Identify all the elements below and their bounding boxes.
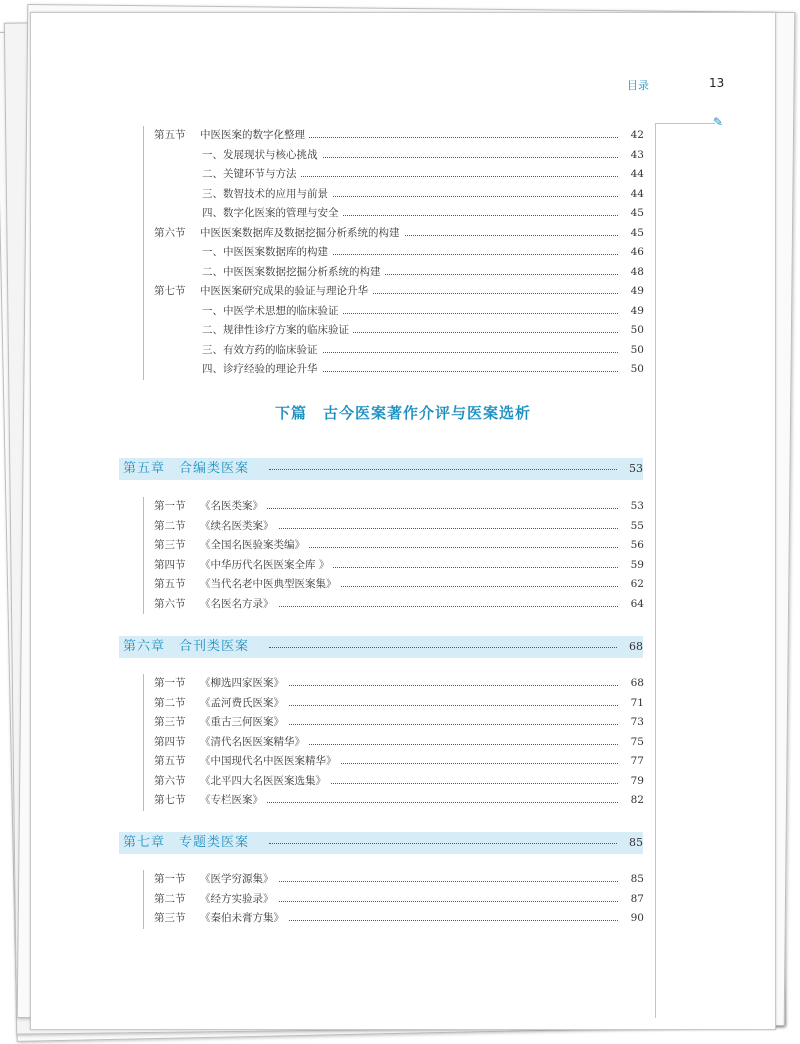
- section-number: 第三节: [154, 912, 186, 924]
- entry-page: 68: [618, 674, 644, 694]
- toc-entry[interactable]: [144, 909, 644, 929]
- entry-title: 一、发展现状与核心挑战: [202, 146, 322, 166]
- toc-entry[interactable]: [144, 772, 644, 792]
- section-number: 第三节: [154, 539, 186, 551]
- pen-icon: ✎: [713, 115, 724, 129]
- chapter-page: 68: [617, 636, 643, 658]
- toc-entry[interactable]: [144, 595, 644, 615]
- toc-entry[interactable]: [144, 302, 644, 322]
- entry-page: 59: [618, 556, 644, 576]
- entry-title: 《北平四大名医医案选集》: [200, 772, 330, 792]
- entry-title: 《名医名方录》: [200, 595, 278, 615]
- toc-entry[interactable]: [144, 185, 644, 205]
- toc-entry[interactable]: [144, 575, 644, 595]
- toc-entry[interactable]: [144, 126, 644, 146]
- entry-title: 二、关键环节与方法: [202, 165, 301, 185]
- section-number: 第五节: [154, 129, 186, 141]
- toc-entry[interactable]: [144, 791, 644, 811]
- entry-title: 《清代名医医案精华》: [200, 733, 309, 753]
- entry-title: 一、中医医案数据库的构建: [202, 243, 332, 263]
- toc-entry[interactable]: [144, 282, 644, 302]
- entry-title: 中医医案研究成果的验证与理论升华: [200, 282, 372, 302]
- chapter-title: 第七章 专题类医案: [123, 832, 253, 854]
- leader-dots: [269, 647, 617, 648]
- entry-title: 《续名医类案》: [200, 517, 278, 537]
- entry-title: 一、中医学术思想的临床验证: [202, 302, 343, 322]
- entry-title: 三、数智技术的应用与前景: [202, 185, 332, 205]
- chapter-section-list: [143, 870, 644, 929]
- toc-entry[interactable]: [144, 321, 644, 341]
- entry-page: 43: [618, 146, 644, 166]
- toc-entry[interactable]: [144, 890, 644, 910]
- section-number: 第六节: [154, 226, 186, 239]
- entry-title: 《经方实验录》: [200, 890, 278, 910]
- toc-entry[interactable]: [144, 870, 644, 890]
- chapter-page: 85: [617, 832, 643, 854]
- entry-page: 64: [618, 595, 644, 615]
- toc-entry[interactable]: [144, 146, 644, 166]
- entry-page: 48: [618, 263, 644, 283]
- entry-title: 《柳选四家医案》: [200, 674, 288, 694]
- entry-page: 56: [618, 536, 644, 556]
- entry-page: 44: [618, 165, 644, 185]
- entry-page: 71: [618, 694, 644, 714]
- entry-page: 75: [618, 733, 644, 753]
- section-number: 第六节: [154, 774, 186, 787]
- entry-page: 85: [618, 870, 644, 890]
- chapter-heading[interactable]: [119, 636, 643, 658]
- entry-title: 中医医案的数字化整理: [200, 126, 309, 146]
- section-number: 第二节: [154, 519, 186, 532]
- entry-page: 73: [618, 713, 644, 733]
- entry-page: 77: [618, 752, 644, 772]
- entry-title: 《专栏医案》: [200, 791, 267, 811]
- toc-entry[interactable]: [144, 674, 644, 694]
- chapter-heading[interactable]: [119, 832, 643, 854]
- section-number: 第六节: [154, 597, 186, 610]
- entry-page: 45: [618, 224, 644, 244]
- toc-entry[interactable]: [144, 165, 644, 185]
- entry-page: 44: [618, 185, 644, 205]
- entry-page: 45: [618, 204, 644, 224]
- toc-entry[interactable]: [144, 224, 644, 244]
- part-title: 下篇 古今医案著作介评与医案选析: [274, 404, 531, 422]
- toc-page: [30, 12, 776, 1030]
- entry-page: 82: [618, 791, 644, 811]
- chapter-title: 第六章 合刊类医案: [123, 636, 253, 658]
- section-number: 第七节: [154, 794, 186, 806]
- margin-rule: [655, 123, 656, 1018]
- chapter-section-list: [143, 674, 644, 811]
- entry-page: 50: [618, 360, 644, 380]
- toc-entry[interactable]: [144, 713, 644, 733]
- entry-page: 53: [618, 497, 644, 517]
- section-number: 第一节: [154, 873, 186, 885]
- toc-entry[interactable]: [144, 752, 644, 772]
- entry-page: 50: [618, 341, 644, 361]
- toc-entry[interactable]: [144, 204, 644, 224]
- section-number: 第四节: [154, 735, 186, 748]
- entry-title: 四、诊疗经验的理论升华: [202, 360, 322, 380]
- entry-page: 49: [618, 302, 644, 322]
- leader-dots: [269, 469, 617, 470]
- toc-entry[interactable]: [144, 497, 644, 517]
- entry-title: 二、规律性诊疗方案的临床验证: [202, 321, 353, 341]
- toc-entry[interactable]: [144, 517, 644, 537]
- entry-page: 55: [618, 517, 644, 537]
- section-number: 第七节: [154, 285, 186, 297]
- page-number: 13: [709, 76, 725, 90]
- toc-entry[interactable]: [144, 243, 644, 263]
- entry-title: 《当代名老中医典型医案集》: [200, 575, 341, 595]
- entry-page: 79: [618, 772, 644, 792]
- toc-entry[interactable]: [144, 556, 644, 576]
- entry-page: 90: [618, 909, 644, 929]
- leader-dots: [269, 843, 617, 844]
- entry-title: 《秦伯未膏方集》: [200, 909, 288, 929]
- toc-entry[interactable]: [144, 360, 644, 380]
- chapter-section-list: [143, 497, 644, 614]
- chapter-heading[interactable]: [119, 458, 643, 480]
- section-number: 第三节: [154, 716, 186, 728]
- entry-title: 四、数字化医案的管理与安全: [202, 204, 343, 224]
- entry-title: 《全国名医验案类编》: [200, 536, 309, 556]
- chapter-title: 第五章 合编类医案: [123, 458, 253, 480]
- entry-page: 62: [618, 575, 644, 595]
- chapter-page: 53: [617, 458, 643, 480]
- toc-entry[interactable]: [144, 733, 644, 753]
- toc-upper-list: [143, 126, 644, 380]
- section-number: 第一节: [154, 500, 186, 512]
- entry-title: 《名医类案》: [200, 497, 267, 517]
- header-rule: [655, 123, 715, 124]
- entry-title: 《重古三何医案》: [200, 713, 288, 733]
- section-number: 第一节: [154, 677, 186, 689]
- toc-entry[interactable]: [144, 694, 644, 714]
- entry-title: 二、中医医案数据挖掘分析系统的构建: [202, 263, 385, 283]
- toc-entry[interactable]: [144, 263, 644, 283]
- toc-entry[interactable]: [144, 341, 644, 361]
- section-number: 第四节: [154, 558, 186, 571]
- entry-page: 49: [618, 282, 644, 302]
- section-number: 第二节: [154, 892, 186, 905]
- entry-page: 50: [618, 321, 644, 341]
- entry-title: 三、有效方药的临床验证: [202, 341, 322, 361]
- entry-page: 42: [618, 126, 644, 146]
- toc-entry[interactable]: [144, 536, 644, 556]
- section-number: 第五节: [154, 755, 186, 767]
- running-header-label: 目录: [627, 79, 649, 92]
- entry-page: 87: [618, 890, 644, 910]
- entry-title: 《中国现代名中医医案精华》: [200, 752, 341, 772]
- entry-title: 《孟河费氏医案》: [200, 694, 288, 714]
- entry-page: 46: [618, 243, 644, 263]
- entry-title: 《中华历代名医医案全库 》: [200, 556, 333, 576]
- entry-title: 中医医案数据库及数据挖掘分析系统的构建: [200, 224, 404, 244]
- section-number: 第二节: [154, 696, 186, 709]
- entry-title: 《医学穷源集》: [200, 870, 278, 890]
- section-number: 第五节: [154, 578, 186, 590]
